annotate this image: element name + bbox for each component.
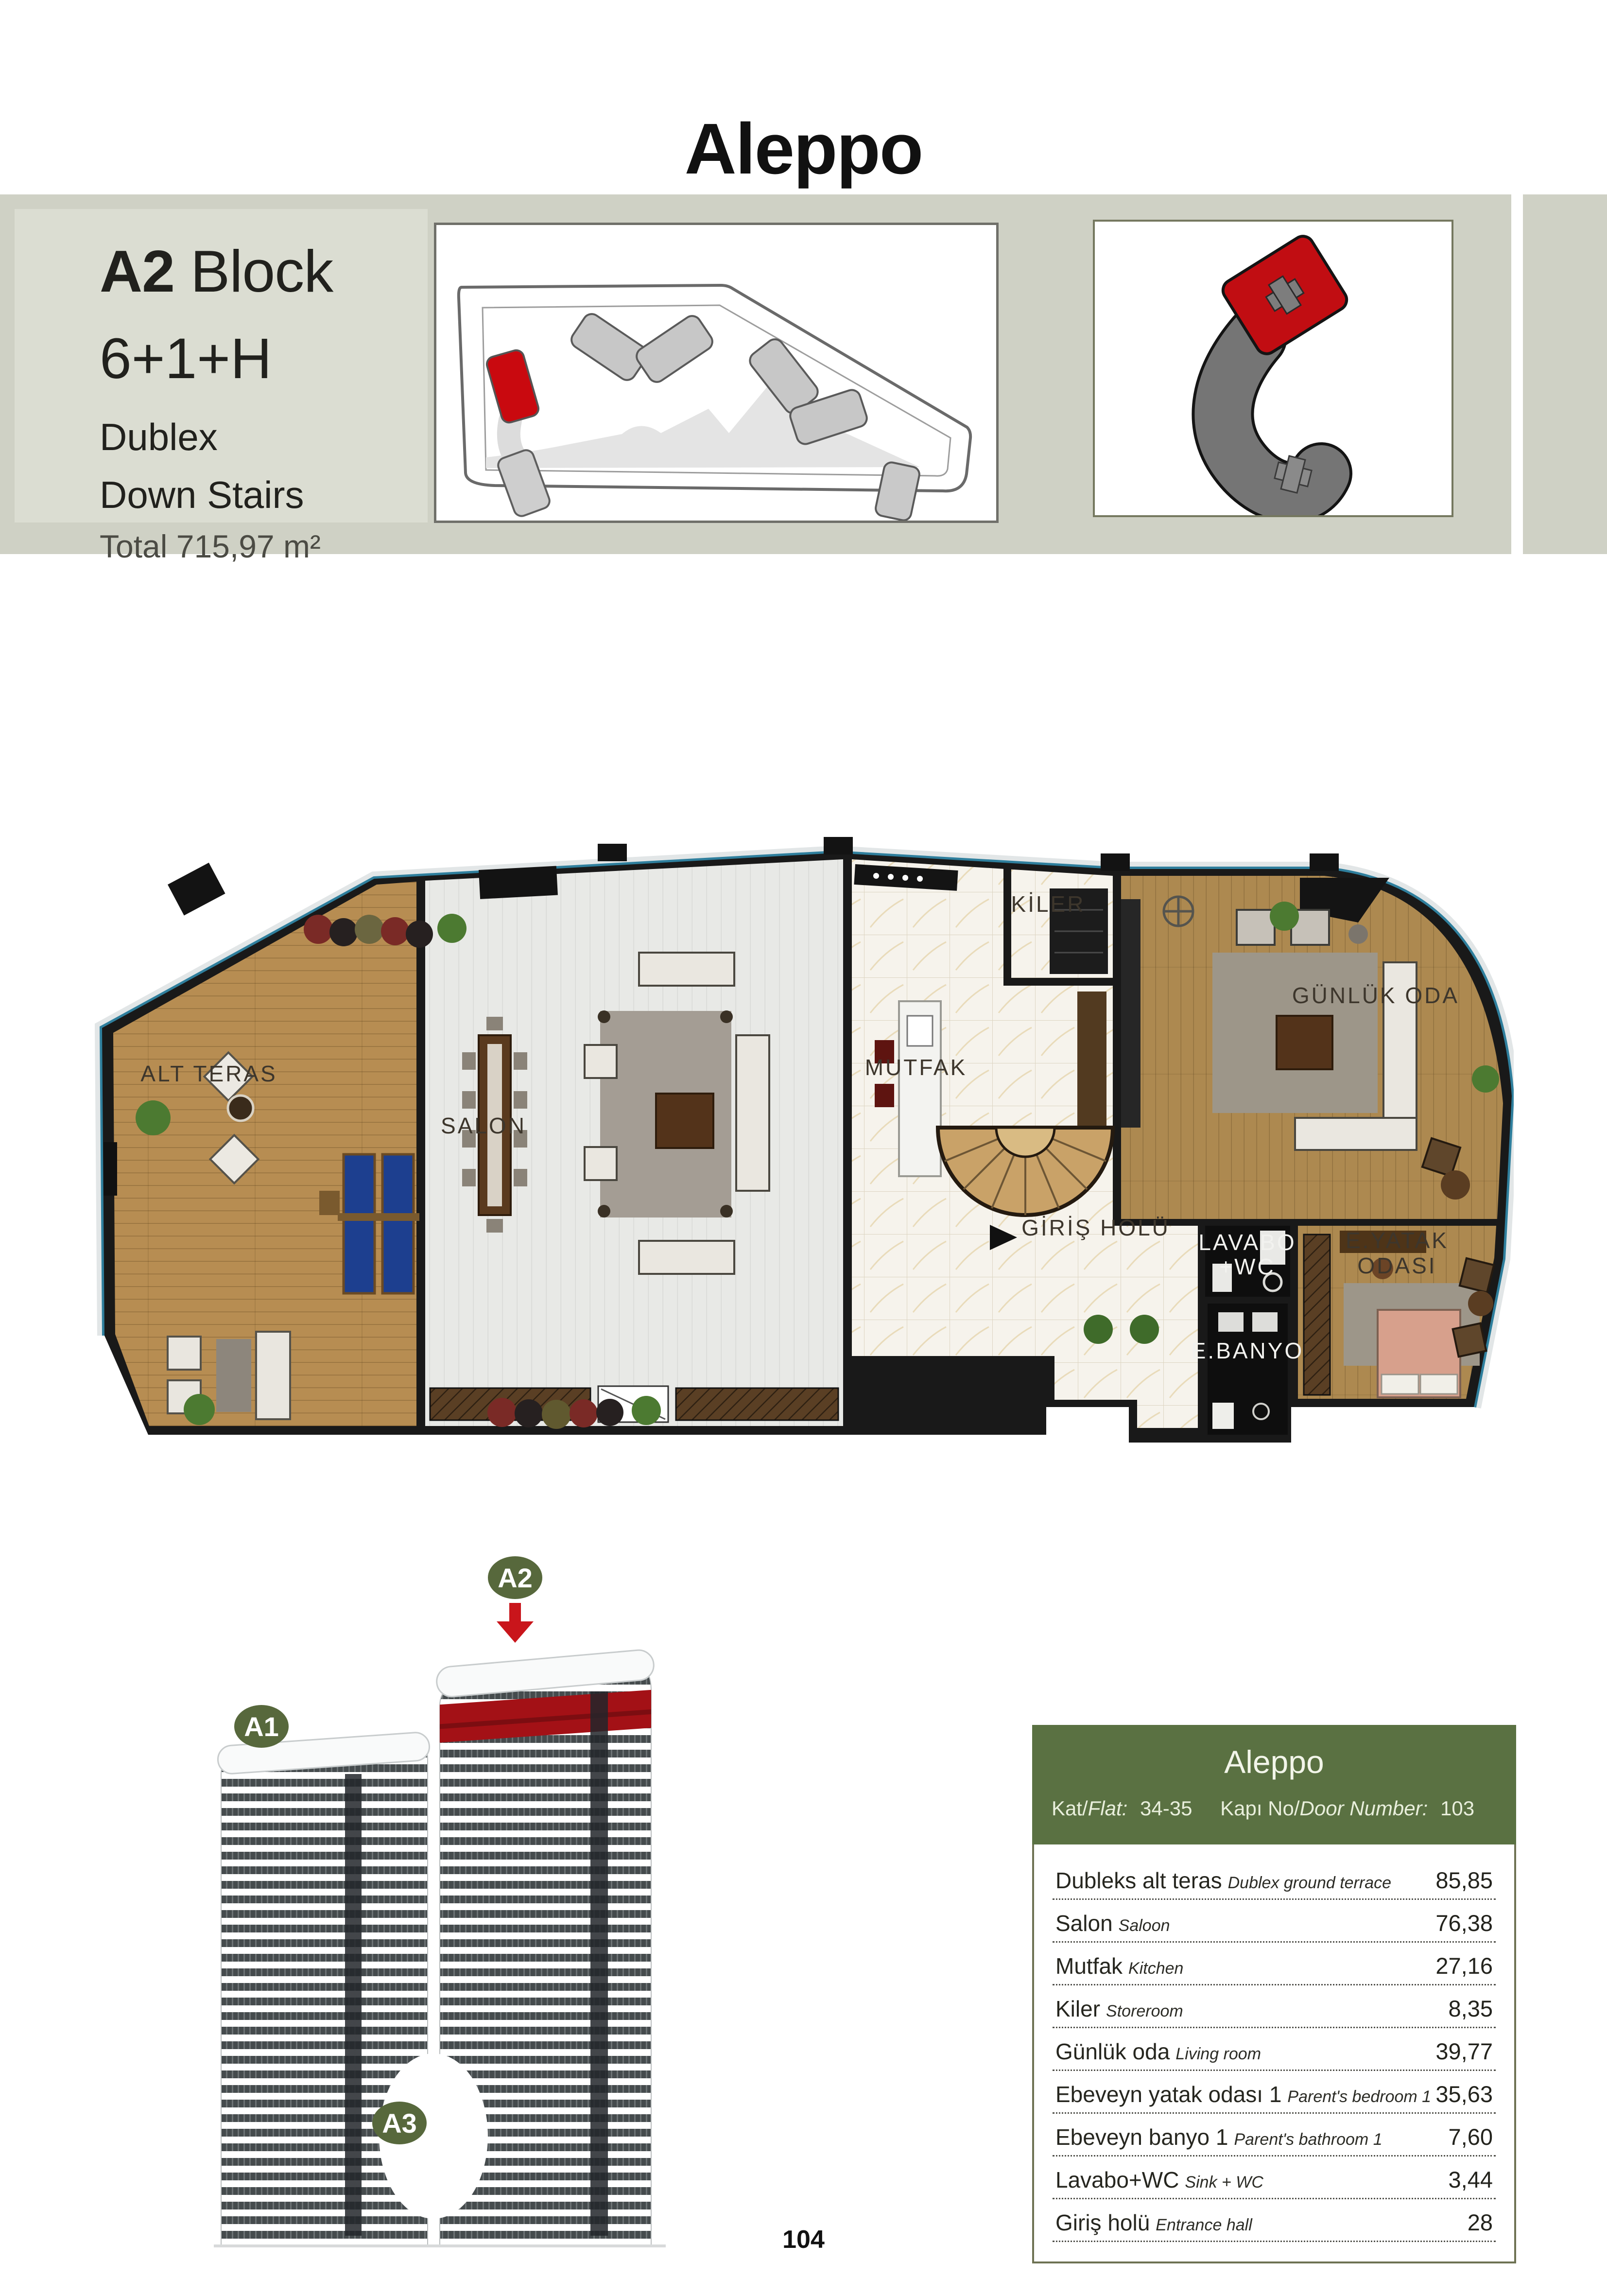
row-labels xyxy=(1055,2124,1382,2150)
site-plan-box xyxy=(434,223,999,523)
bed xyxy=(1378,1310,1460,1397)
table-row xyxy=(1053,2071,1496,2114)
row-labels xyxy=(1055,2038,1261,2065)
row-turkish-name: Lavabo+WC xyxy=(1055,2167,1179,2192)
total-area: Total 715,97 m² xyxy=(100,528,321,564)
table-row xyxy=(1053,1943,1496,1985)
kat-label: Kat/ xyxy=(1051,1797,1088,1820)
flat-label: Flat: xyxy=(1088,1797,1128,1820)
row-area-value: 85,85 xyxy=(1435,1867,1493,1893)
salon-top-unit xyxy=(479,866,558,899)
unit-type: Dublex xyxy=(100,416,218,458)
row-turkish-name: Salon xyxy=(1055,1911,1113,1936)
door-label: Door Number: xyxy=(1299,1797,1428,1820)
area-table-header xyxy=(1032,1725,1516,1844)
bedroom-wardrobe xyxy=(1304,1235,1330,1395)
area-table-title: Aleppo xyxy=(1224,1744,1324,1780)
row-english-name: Kitchen xyxy=(1128,1959,1184,1978)
left-wall-block xyxy=(104,1142,117,1196)
row-english-name: Parent's bathroom 1 xyxy=(1234,2130,1382,2149)
row-area-value: 7,60 xyxy=(1448,2124,1493,2150)
door-value: 103 xyxy=(1440,1797,1475,1820)
row-english-name: Storeroom xyxy=(1106,2002,1183,2020)
row-area-value: 3,44 xyxy=(1448,2167,1493,2192)
kapi-label: Kapı No/ xyxy=(1220,1797,1300,1820)
row-turkish-name: Ebeveyn yatak odası 1 xyxy=(1055,2082,1282,2107)
room-giris-holu xyxy=(1054,1226,1198,1428)
row-english-name: Dublex ground terrace xyxy=(1227,1874,1392,1892)
row-labels xyxy=(1055,1867,1391,1894)
row-english-name: Parent's bedroom 1 xyxy=(1287,2087,1432,2106)
table-row xyxy=(1053,1900,1496,1943)
page-title: Aleppo xyxy=(684,109,923,189)
label-salon: SALON xyxy=(441,1113,526,1138)
facade-column xyxy=(1310,853,1339,871)
label-lavabo-wc: +WC xyxy=(1219,1254,1276,1279)
facade-column xyxy=(1101,853,1130,871)
badge-a2-label: A2 xyxy=(498,1563,533,1593)
label-e-yatak-odasi: ODASI xyxy=(1357,1253,1437,1278)
row-turkish-name: Mutfak xyxy=(1055,1953,1123,1979)
corner-column xyxy=(168,863,225,916)
block-shape-diagram xyxy=(1095,222,1451,515)
area-table-subtitle xyxy=(1032,1797,1516,1820)
block-code: A2 xyxy=(100,238,174,304)
block-title xyxy=(100,237,333,305)
row-turkish-name: Ebeveyn banyo 1 xyxy=(1055,2124,1228,2150)
row-area-value: 27,16 xyxy=(1435,1953,1493,1979)
label-alt-teras: ALT TERAS xyxy=(140,1061,277,1086)
label-e-yatak: E.YATAK xyxy=(1345,1228,1449,1253)
badge-a2 xyxy=(488,1556,542,1643)
unit-level: Down Stairs xyxy=(100,473,304,516)
row-turkish-name: Günlük oda xyxy=(1055,2039,1170,2064)
tower-a1-core-strip xyxy=(345,1774,362,2236)
facade-column xyxy=(824,837,853,854)
row-labels xyxy=(1055,1996,1183,2022)
row-area-value: 35,63 xyxy=(1435,2081,1493,2107)
table-row xyxy=(1053,2028,1496,2071)
badge-a2-arrow-icon xyxy=(497,1621,534,1643)
unit-info-panel xyxy=(15,209,428,522)
label-lavabo: LAVABO xyxy=(1198,1230,1296,1255)
row-labels xyxy=(1055,2081,1431,2107)
badge-a3 xyxy=(372,2102,427,2144)
block-shape-box xyxy=(1093,220,1453,517)
area-table xyxy=(1032,1725,1516,2263)
table-row xyxy=(1053,2114,1496,2157)
badge-a1 xyxy=(234,1705,289,1748)
badge-a2-arrow-stem xyxy=(509,1603,521,1622)
row-labels xyxy=(1055,1910,1170,1936)
row-area-value: 8,35 xyxy=(1448,1996,1493,2021)
label-giris-holu: GİRİŞ HOLÜ xyxy=(1021,1215,1170,1240)
tower-a2-core-strip xyxy=(590,1691,608,2236)
row-english-name: Sink + WC xyxy=(1185,2173,1263,2192)
row-turkish-name: Kiler xyxy=(1055,1996,1101,2021)
row-english-name: Entrance hall xyxy=(1156,2216,1252,2234)
row-area-value: 76,38 xyxy=(1435,1910,1493,1936)
plan-type: 6+1+H xyxy=(100,327,272,391)
table-row xyxy=(1053,1857,1496,1900)
row-english-name: Living room xyxy=(1175,2045,1261,2063)
kat-value: 34-35 xyxy=(1140,1797,1192,1820)
table-row xyxy=(1053,1985,1496,2028)
label-e-banyo: E.BANYO xyxy=(1191,1338,1304,1363)
badge-a1-label: A1 xyxy=(244,1711,279,1742)
row-area-value: 28 xyxy=(1467,2209,1493,2235)
row-turkish-name: Giriş holü xyxy=(1055,2210,1150,2235)
label-mutfak: MUTFAK xyxy=(864,1055,968,1080)
row-area-value: 39,77 xyxy=(1435,2038,1493,2064)
row-labels xyxy=(1055,1953,1183,1979)
facade-column xyxy=(598,844,627,861)
badge-a3-label: A3 xyxy=(382,2108,417,2139)
row-labels xyxy=(1055,2167,1263,2193)
header-band-right-strip xyxy=(1523,194,1607,554)
row-turkish-name: Dubleks alt teras xyxy=(1055,1868,1222,1893)
block-word: Block xyxy=(190,238,333,304)
building-render xyxy=(204,1546,666,2255)
row-english-name: Saloon xyxy=(1118,1916,1170,1935)
page-number: 104 xyxy=(782,2226,825,2254)
site-plan-diagram xyxy=(436,225,996,521)
wardrobe-right xyxy=(676,1388,838,1420)
area-table-body xyxy=(1032,1844,1516,2263)
table-row xyxy=(1053,2157,1496,2199)
label-gunluk-oda: GÜNLÜK ODA xyxy=(1292,983,1460,1008)
label-kiler: KİLER xyxy=(1011,891,1086,917)
floor-plan xyxy=(95,807,1514,1458)
